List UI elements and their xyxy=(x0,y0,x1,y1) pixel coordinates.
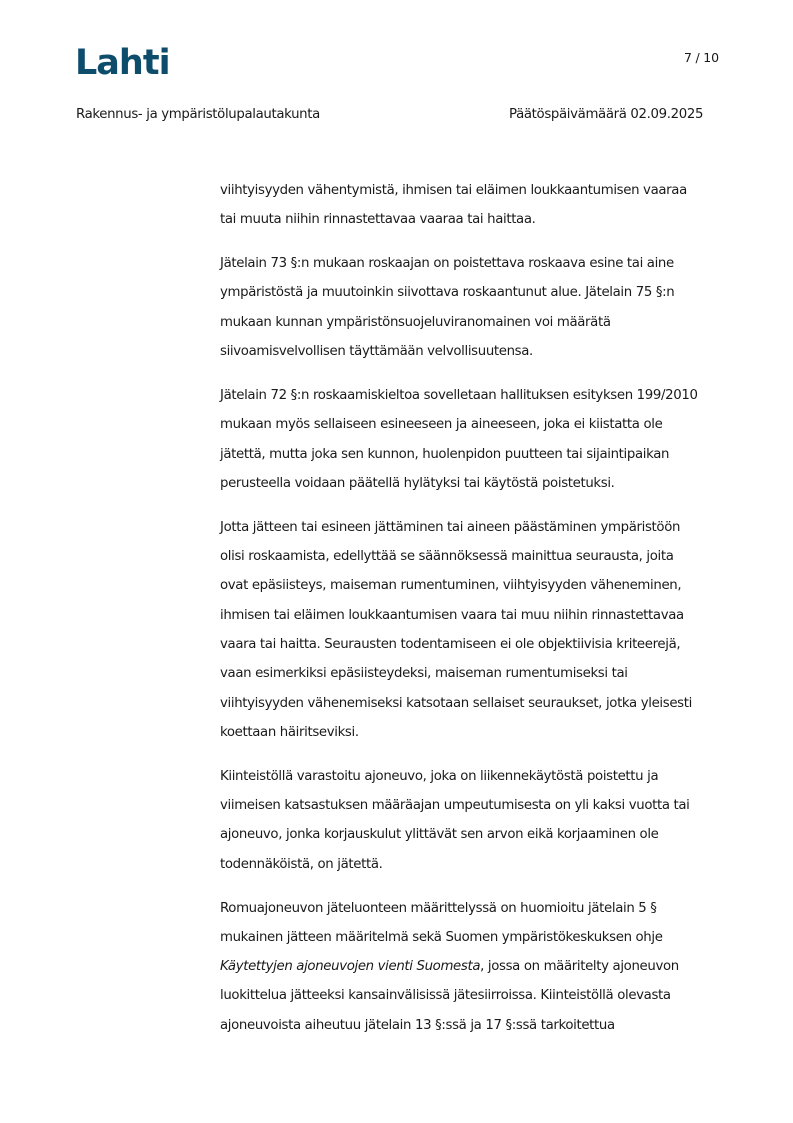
guide-title: Käytettyjen ajoneuvojen vienti Suomesta xyxy=(220,959,481,975)
text-line: Romuajoneuvon jäteluonteen määrittelyssä on huomioitu jätelain 5 § xyxy=(220,900,657,916)
document-body xyxy=(220,176,720,1055)
lahti-logo: Lahti xyxy=(75,43,170,83)
text-line xyxy=(220,952,720,981)
page-number: 7 / 10 xyxy=(684,50,719,65)
paragraph xyxy=(220,513,720,747)
committee-name: Rakennus- ja ympäristölupalautakunta xyxy=(76,107,320,122)
text-line: viihtyisyyden vähenemiseksi katsotaan sellaiset seuraukset, jotka yleisesti xyxy=(220,695,692,711)
text-line: koettaan häiritseviksi. xyxy=(220,724,359,740)
text-line: ympäristöstä ja muutoinkin siivottava roskaantunut alue. Jätelain 75 §:n xyxy=(220,285,675,301)
text-line: jätettä, mutta joka sen kunnon, huolenpidon puutteen tai sijaintipaikan xyxy=(220,446,670,462)
paragraph xyxy=(220,249,720,366)
paragraph xyxy=(220,762,720,879)
text-line: ovat epäsiisteys, maiseman rumentuminen, viihtyisyyden väheneminen, xyxy=(220,578,682,594)
text-line: viihtyisyyden vähentymistä, ihmisen tai eläimen loukkaantumisen vaaraa xyxy=(220,183,687,198)
text-line: Kiinteistöllä varastoitu ajoneuvo, joka on liikennekäytöstä poistettu ja xyxy=(220,768,659,784)
text-line: siivoamisvelvollisen täyttämään velvollisuutensa. xyxy=(220,344,533,360)
text-line: Jätelain 73 §:n mukaan roskaajan on poistettava roskaava esine tai aine xyxy=(220,256,674,272)
text-line: todennäköistä, on jätettä. xyxy=(220,856,383,872)
text-line: perusteella voidaan päätellä hylätyksi tai käytöstä poistetuksi. xyxy=(220,475,615,491)
text-line: viimeisen katsastuksen määräajan umpeutumisesta on yli kaksi vuotta tai xyxy=(220,798,690,814)
text-line: vaan esimerkiksi epäsiisteydeksi, maiseman rumentumiseksi tai xyxy=(220,666,628,682)
text-line: ajoneuvo, jonka korjauskulut ylittävät sen arvon eikä korjaaminen ole xyxy=(220,827,659,843)
paragraph xyxy=(220,381,720,498)
text-line: mukainen jätteen määritelmä sekä Suomen ympäristökeskuksen ohje xyxy=(220,929,663,945)
text-line: mukaan myös sellaiseen esineeseen ja aineeseen, joka ei kiistatta ole xyxy=(220,417,663,433)
paragraph xyxy=(220,894,720,1040)
text-fragment: , jossa on määritelty ajoneuvon xyxy=(480,959,679,975)
paragraph xyxy=(220,176,720,235)
text-line: ihmisen tai eläimen loukkaantumisen vaara tai muu niihin rinnastettavaa xyxy=(220,607,684,623)
decision-date: Päätöspäivämäärä 02.09.2025 xyxy=(509,107,704,122)
text-line: Jätelain 72 §:n roskaamiskieltoa sovelletaan hallituksen esityksen 199/2010 xyxy=(220,387,698,403)
text-line: mukaan kunnan ympäristönsuojeluviranomainen voi määrätä xyxy=(220,314,611,330)
text-line: olisi roskaamista, edellyttää se säännöksessä mainittua seurausta, joita xyxy=(220,549,674,565)
text-line: Jotta jätteen tai esineen jättäminen tai aineen päästäminen ympäristöön xyxy=(220,519,681,535)
text-line: vaara tai haitta. Seurausten todentamiseen ei ole objektiivisia kriteerejä, xyxy=(220,636,681,652)
text-line: tai muuta niihin rinnastettavaa vaaraa tai haittaa. xyxy=(220,212,536,228)
text-line: luokittelua jätteeksi kansainvälisissä jätesiirroissa. Kiinteistöllä olevasta xyxy=(220,988,671,1004)
text-line: ajoneuvoista aiheutuu jätelain 13 §:ssä ja 17 §:ssä tarkoitettua xyxy=(220,1017,615,1033)
